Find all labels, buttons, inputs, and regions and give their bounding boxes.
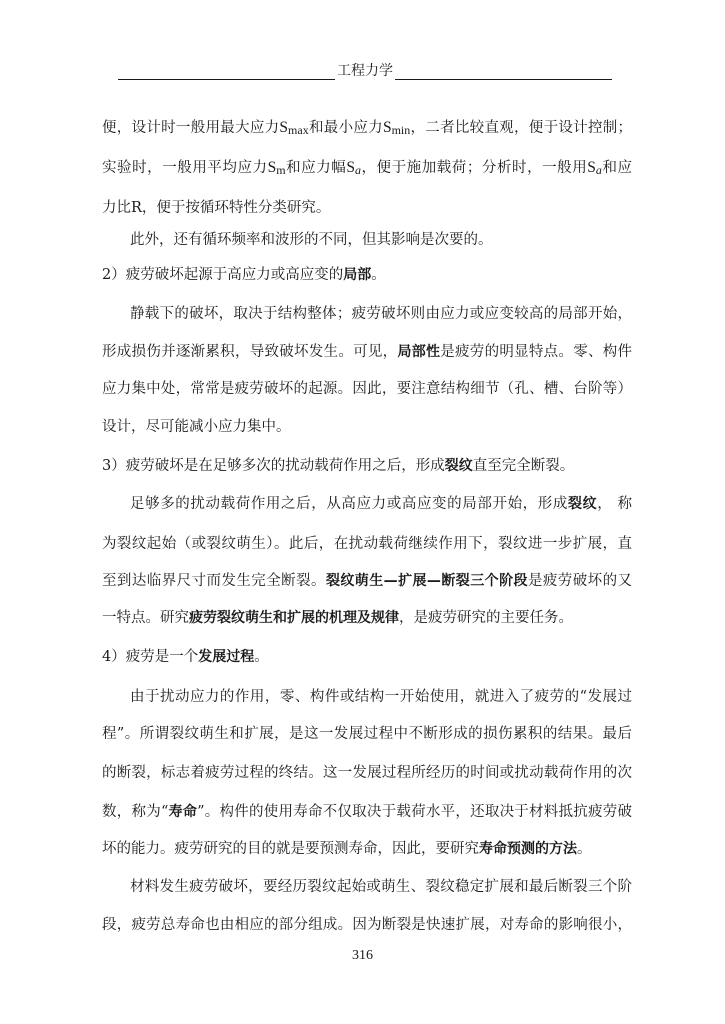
bold-term: 局部性: [397, 344, 441, 360]
bold-term: 裂纹: [567, 496, 598, 512]
bold-term: 寿命预测的方法: [479, 841, 577, 857]
body-line-6: 静载下的破坏，取决于结构整体；疲劳破坏则由应力或应变较高的局部开始，: [130, 306, 632, 322]
body-line-7: [102, 341, 632, 363]
body-line-3: 力比R，便于按循环特性分类研究。: [102, 200, 331, 216]
text-segment: ”。构件的使用寿命不仅取决于载荷水平，还取决于材料抵抗疲劳破: [197, 804, 632, 820]
bold-term: 寿命: [168, 804, 198, 820]
text-segment: 足够多的扰动载荷作用之后，从高应力或高应变的局部开始，形成: [130, 496, 568, 512]
body-line-18: 的断裂，标志着疲劳过程的终结。这一发展过程所经历的时间或扰动载荷作用的次: [102, 765, 632, 781]
body-line-20: [102, 838, 632, 860]
text-segment: 直至完全断裂。: [472, 458, 575, 474]
text-segment: ， 称: [597, 496, 632, 512]
symbol-s-max: S: [279, 119, 289, 136]
subscript-min: min: [391, 123, 411, 137]
symbol-s-min: S: [382, 119, 392, 136]
text-segment: 。: [371, 267, 386, 283]
header-rule-right: [395, 66, 612, 80]
header-title: 工程力学: [337, 63, 393, 79]
text-segment: 便，设计时一般用最大应力: [102, 120, 280, 136]
text-segment: 是疲劳的明显特点。零、构件: [440, 344, 632, 360]
text-segment: 数，称为“: [102, 804, 169, 820]
page-number: 316: [352, 948, 373, 963]
text-segment: 和应: [601, 160, 632, 176]
body-line-9: 设计，尽可能减小应力集中。: [102, 419, 291, 435]
body-line-17: 程”。所谓裂纹萌生和扩展，是这一发展过程中不断形成的损伤累积的结果。最后: [102, 726, 632, 742]
text-segment: 至到达临界尺寸而发生完全断裂。: [102, 573, 326, 589]
text-segment: 是疲劳破坏的又: [527, 573, 632, 589]
body-line-21: 材料发生疲劳破坏，要经历裂纹起始或萌生、裂纹稳定扩展和最后断裂三个阶: [130, 879, 632, 895]
text-segment: 和应力幅: [285, 160, 347, 176]
body-line-12: 为裂纹起始（或裂纹萌生）。此后，在扰动载荷继续作用下，裂纹进一步扩展，直: [102, 536, 632, 552]
body-line-14: [102, 607, 632, 629]
text-segment: 一特点。研究: [102, 610, 189, 626]
body-line-19: [102, 801, 632, 823]
running-header: [118, 62, 612, 80]
symbol-s-a-2: S: [587, 159, 596, 176]
bold-term: 发展过程: [198, 649, 255, 665]
text-segment: 3）疲劳破坏是在足够多次的扰动载荷作用之后，形成: [102, 458, 445, 474]
text-segment: 形成损伤并逐渐累积，导致破坏发生。可见，: [102, 344, 398, 360]
bold-term: 裂纹: [444, 458, 473, 474]
text-segment: 实验时，一般用平均应力: [102, 160, 268, 176]
text-segment: 。: [577, 841, 592, 857]
body-line-11: [130, 493, 632, 515]
body-line-22: 段，疲劳总寿命也由相应的部分组成。因为断裂是快速扩展，对寿命的影响很小，: [102, 917, 632, 933]
text-segment: 和最小应力: [308, 120, 383, 136]
bold-term: 疲劳裂纹萌生和扩展的机理及规律: [189, 610, 399, 626]
body-line-16: 由于扰动应力的作用，零、构件或结构一开始使用，就进入了疲劳的“发展过: [130, 689, 632, 705]
body-line-1: [102, 117, 632, 139]
body-line-4: 此外，还有循环频率和波形的不同，但其影响是次要的。: [130, 232, 493, 248]
body-line-10: [102, 455, 632, 477]
text-segment: ，是疲劳研究的主要任务。: [399, 610, 573, 626]
symbol-s-m: S: [267, 159, 277, 176]
body-line-13: [102, 570, 632, 592]
body-line-2: [102, 157, 632, 179]
text-segment: 坏的能力。疲劳研究的目的就是要预测寿命，因此，要研究: [102, 841, 479, 857]
text-segment: 4）疲劳是一个: [102, 649, 199, 665]
subscript-m: m: [276, 163, 286, 177]
header-rule-left: [118, 66, 335, 80]
text-segment: ，便于施加载荷；分析时，一般用: [360, 160, 588, 176]
symbol-s-a: S: [346, 159, 355, 176]
bold-term: 裂纹萌生—扩展—断裂三个阶段: [325, 573, 528, 589]
bold-term: 局部: [343, 267, 372, 283]
body-line-15: [102, 646, 632, 668]
text-segment: 2）疲劳破坏起源于高应力或高应变的: [102, 267, 344, 283]
text-segment: 。: [254, 649, 269, 665]
body-line-8: 应力集中处，常常是疲劳破坏的起源。因此，要注意结构细节（孔、槽、台阶等）: [102, 381, 632, 397]
subscript-max: max: [288, 123, 309, 137]
body-line-5: [102, 264, 632, 286]
subscript-a-2: a: [595, 163, 602, 177]
text-segment: ，二者比较直观，便于设计控制；: [410, 120, 632, 136]
subscript-a: a: [354, 163, 361, 177]
